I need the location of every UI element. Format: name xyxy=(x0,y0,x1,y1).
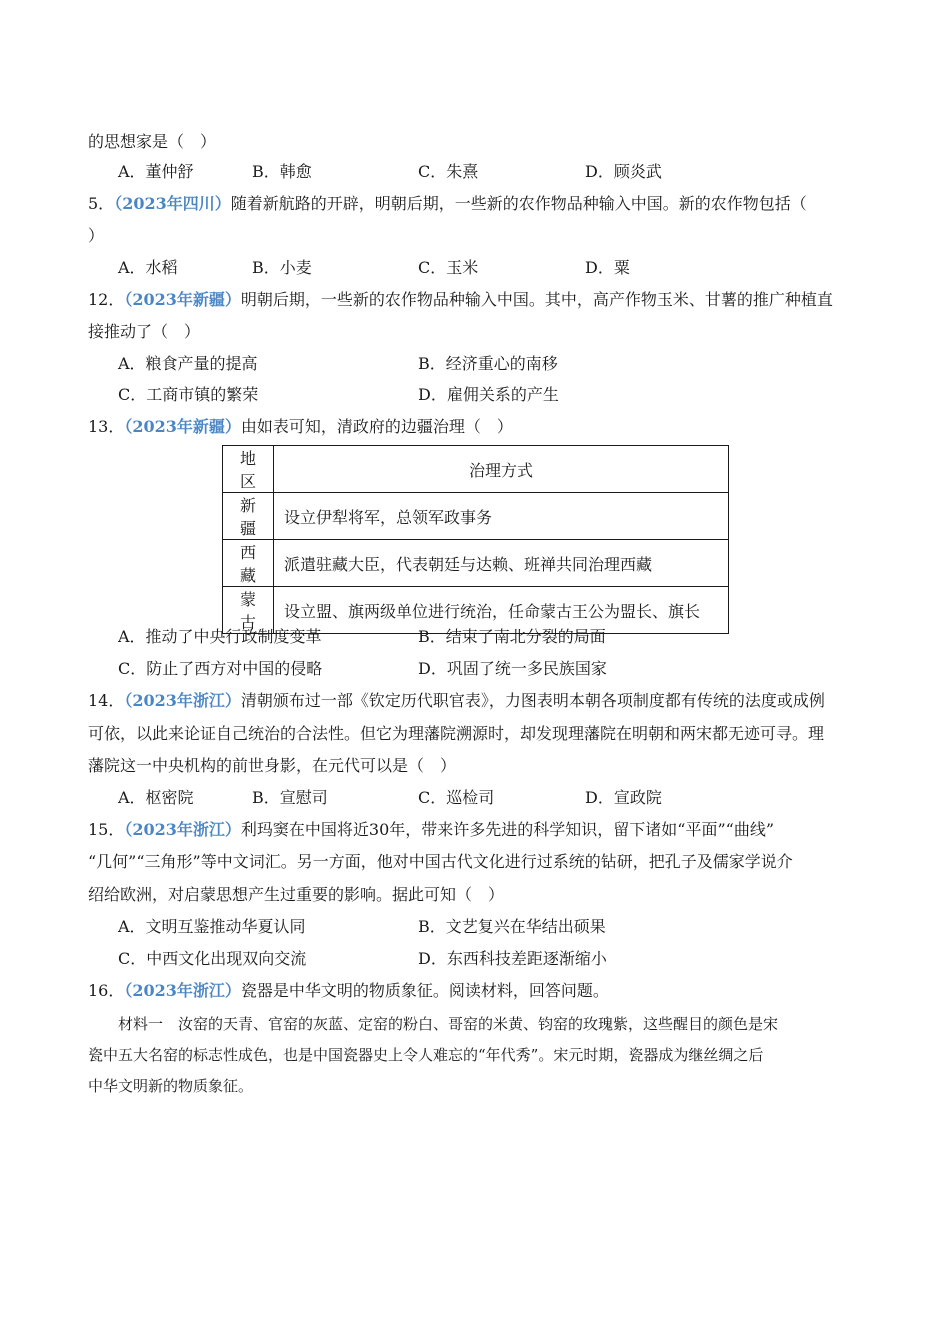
q14-stem-cont1: 可依，以此来论证自己统治的合法性。但它为理藩院溯源时，却发现理藩院在明朝和两宋都无迹可寻。理 xyxy=(88,724,825,743)
q12-stem-cont: 接推动了（ ） xyxy=(88,322,201,341)
q12-option-b: B．经济重心的南移 xyxy=(418,354,558,373)
question-text: 明朝后期，一些新的农作物品种输入中国。其中，高产作物玉米、甘薯的推广种植直 xyxy=(240,290,833,309)
table-cell-method: 设立盟、旗两级单位进行统治，任命蒙古王公为盟长、旗长 xyxy=(274,587,729,634)
table-cell-region: 新疆 xyxy=(223,493,274,540)
q15-option-a: A．文明互鉴推动华夏认同 xyxy=(118,917,306,936)
question-source: （2023年四川） xyxy=(114,194,231,213)
table-header-cell: 地区 xyxy=(223,446,274,493)
q16-stem xyxy=(88,980,609,1002)
q14-stem-cont2: 藩院这一中央机构的前世身影，在元代可以是（ ） xyxy=(88,756,457,775)
q12-option-d: D．雇佣关系的产生 xyxy=(418,385,559,404)
q13-option-a: A．推动了中央行政制度变革 xyxy=(118,627,322,646)
q5-option-a: A．水稻 xyxy=(118,258,178,277)
question-source: （2023年浙江） xyxy=(124,820,241,839)
q16-material-line: 中华文明新的物质象征。 xyxy=(88,1077,254,1095)
question-number: 15． xyxy=(88,820,125,839)
table-row xyxy=(223,493,729,540)
q15-stem-cont2: 绍给欧洲，对启蒙思想产生过重要的影响。据此可知（ ） xyxy=(88,885,505,904)
q14-option-c: C．巡检司 xyxy=(418,788,495,807)
table-cell-region: 西藏 xyxy=(223,540,274,587)
question-text: 利玛窦在中国将近30年，带来许多先进的科学知识，留下诸如“平面”“曲线” xyxy=(240,820,775,839)
q13-stem xyxy=(88,416,513,438)
q14-option-b: B．宣慰司 xyxy=(252,788,328,807)
q12-stem xyxy=(88,289,833,311)
table-cell-method: 派遣驻藏大臣，代表朝廷与达赖、班禅共同治理西藏 xyxy=(274,540,729,587)
q14-option-a: A．枢密院 xyxy=(118,788,194,807)
q5-option-b: B．小麦 xyxy=(252,258,312,277)
q15-option-b: B．文艺复兴在华结出硕果 xyxy=(418,917,606,936)
q13-option-c: C．防止了西方对中国的侵略 xyxy=(118,659,323,678)
q14-option-d: D．宣政院 xyxy=(585,788,662,807)
question-text: 清朝颁布过一部《钦定历代职官表》，力图表明本朝各项制度都有传统的法度或成例 xyxy=(240,691,825,710)
q5-stem xyxy=(88,193,807,215)
question-number: 16． xyxy=(88,981,125,1000)
question-number: 5． xyxy=(88,194,115,213)
q5-stem-cont: ） xyxy=(88,226,105,245)
table-row xyxy=(223,540,729,587)
q4-stem-tail: 的思想家是（ ） xyxy=(88,132,217,151)
question-number: 14． xyxy=(88,691,125,710)
governance-table xyxy=(222,445,729,634)
question-source: （2023年新疆） xyxy=(124,417,241,436)
question-number: 12． xyxy=(88,290,125,309)
q12-option-a: A．粮食产量的提高 xyxy=(118,354,258,373)
q13-option-d: D．巩固了统一多民族国家 xyxy=(418,659,607,678)
question-source: （2023年浙江） xyxy=(124,691,241,710)
question-text: 由如表可知，清政府的边疆治理（ ） xyxy=(240,417,513,436)
table-cell-region: 蒙古 xyxy=(223,587,274,634)
question-source: （2023年新疆） xyxy=(124,290,241,309)
table-header-cell: 治理方式 xyxy=(274,446,729,493)
q15-option-d: D．东西科技差距逐渐缩小 xyxy=(418,949,607,968)
q15-option-c: C．中西文化出现双向交流 xyxy=(118,949,307,968)
question-text: 瓷器是中华文明的物质象征。阅读材料，回答问题。 xyxy=(240,981,609,1000)
q13-option-b: B．结束了南北分裂的局面 xyxy=(418,627,606,646)
question-source: （2023年浙江） xyxy=(124,981,241,1000)
q15-stem-cont1: “几何”“三角形”等中文词汇。另一方面，他对中国古代文化进行过系统的钻研，把孔子及儒家学说介 xyxy=(88,852,793,871)
q16-material-line: 瓷中五大名窑的标志性成色，也是中国瓷器史上令人难忘的“年代秀”。宋元时期，瓷器成为继丝绸之后 xyxy=(88,1046,764,1064)
q4-option-d: D．顾炎武 xyxy=(585,162,662,181)
q4-option-a: A．董仲舒 xyxy=(118,162,194,181)
q14-stem xyxy=(88,690,825,712)
q4-option-c: C．朱熹 xyxy=(418,162,479,181)
q15-stem xyxy=(88,819,774,841)
table-cell-method: 设立伊犁将军，总领军政事务 xyxy=(274,493,729,540)
q4-option-b: B．韩愈 xyxy=(252,162,312,181)
question-number: 13． xyxy=(88,417,125,436)
q16-material-line: 材料一 汝窑的天青、官窑的灰蓝、定窑的粉白、哥窑的米黄、钧窑的玫瑰紫，这些醒目的颜色是宋 xyxy=(118,1015,779,1033)
q5-option-d: D．粟 xyxy=(585,258,630,277)
q12-option-c: C．工商市镇的繁荣 xyxy=(118,385,259,404)
table-header-row xyxy=(223,446,729,493)
question-text: 随着新航路的开辟，明朝后期，一些新的农作物品种输入中国。新的农作物包括（ xyxy=(230,194,807,213)
q5-option-c: C．玉米 xyxy=(418,258,479,277)
